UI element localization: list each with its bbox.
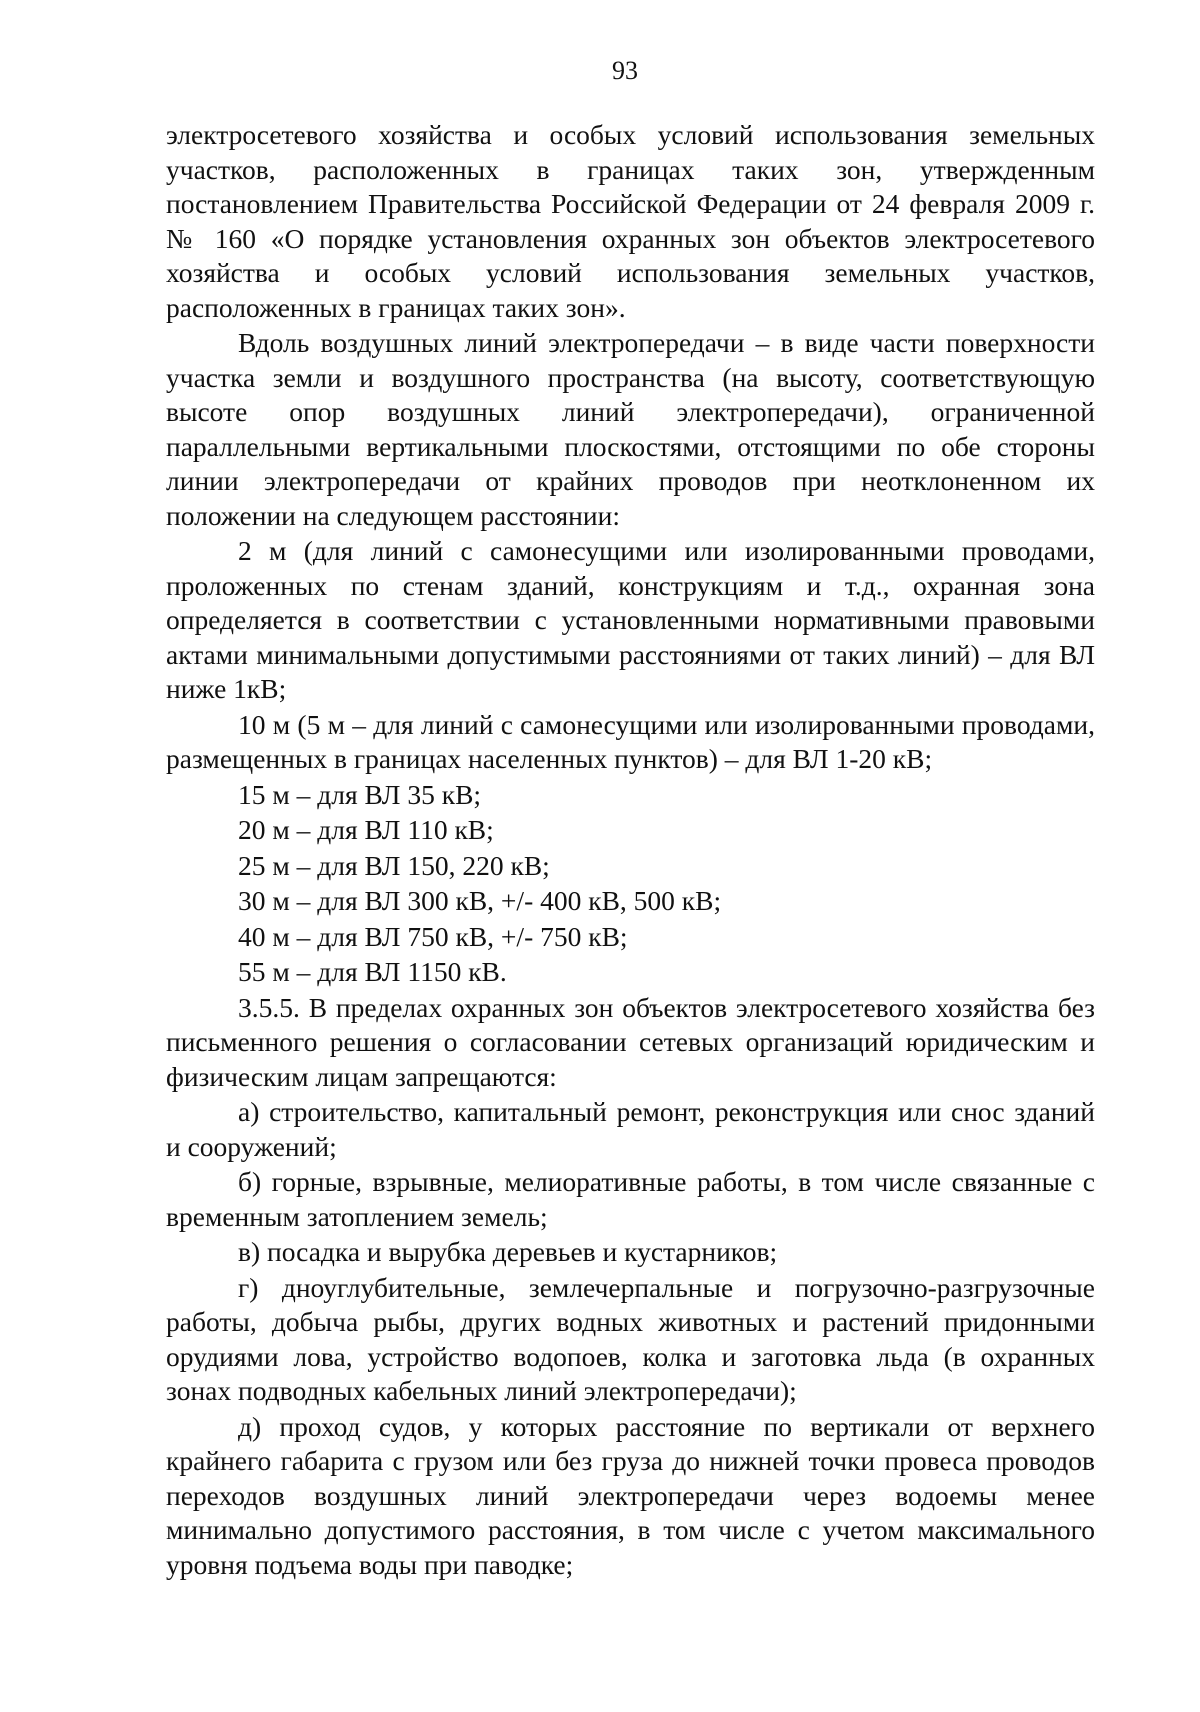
list-item-15m: 15 м – для ВЛ 35 кВ; — [238, 778, 482, 810]
list-item-a: а) строительство, капитальный ремонт, реконструкция или снос зданий и сооружений; — [166, 1096, 1095, 1162]
paragraph-overhead-lines: Вдоль воздушных линий электропередачи – в виде части поверхности участка земли и воздушного пространства (на высоту, соответствующую высоте опор воздушных линий электропередачи), ограниченной параллельными вертикальными плоскостями, отстоящими по обе стороны линии электропередачи от крайних проводов при неотклоненном их положении на следующем расстоянии: — [166, 327, 1095, 531]
paragraph-2m-below-1kv: 2 м (для линий с самонесущими или изолированными проводами, проложенных по стенам зданий, конструкциям и т.д., охранная зона определяется в соответствии с установленными нормативными правовыми актами минимальными допустимыми расстояниями от таких линий) – для ВЛ ниже 1кВ; — [166, 535, 1095, 704]
list-item-v: в) посадка и вырубка деревьев и кустарников; — [238, 1236, 778, 1267]
list-item-d: д) проход судов, у которых расстояние по вертикали от верхнего крайнего габарита с грузом или без груза до нижней точки провеса проводов переходов воздушных линий электропередачи через водоемы менее минимально допустимого расстояния, в том числе с учетом максимального уровня подъема воды при паводке; — [166, 1410, 1095, 1580]
list-item-55m: 55 м – для ВЛ 1150 кВ. — [238, 956, 507, 987]
paragraph-3-5-5: 3.5.5. В пределах охранных зон объектов электросетевого хозяйства без письменного решения о согласовании сетевых организаций юридическим и физическим лицам запрещаются: — [166, 991, 1095, 1092]
page-number: 93 — [612, 56, 638, 85]
paragraph-continuation: электросетевого хозяйства и особых условий использования земельных участков, расположенных в границах таких зон, утвержденным постановлением Правительства Российской Федерации от 24 февраля 2009 г. № 160 «О порядке установления охранных зон объектов электросетевого хозяйства и особых условий использования земельных участков, расположенных в границах таких зон». — [166, 119, 1095, 323]
list-item-30m: 30 м – для ВЛ 300 кВ, +/- 400 кВ, 500 кВ; — [238, 885, 722, 916]
list-item-b: б) горные, взрывные, мелиоративные работы, в том числе связанные с временным затоплением земель; — [166, 1166, 1095, 1232]
list-item-20m: 20 м – для ВЛ 110 кВ; — [238, 814, 494, 845]
list-item-g: г) дноуглубительные, землечерпальные и погрузочно-разгрузочные работы, добыча рыбы, других водных животных и растений придонными орудиями лова, устройство водопоев, колка и заготовка льда (в охранных зонах подводных кабельных линий электропередачи); — [166, 1271, 1095, 1406]
list-item-25m: 25 м – для ВЛ 150, 220 кВ; — [238, 849, 550, 881]
page-body — [166, 118, 1095, 1582]
paragraph-10m-1-20kv: 10 м (5 м – для линий с самонесущими или изолированными проводами, размещенных в границах населенных пунктов) – для ВЛ 1-20 кВ; — [166, 708, 1095, 774]
list-item-40m: 40 м – для ВЛ 750 кВ, +/- 750 кВ; — [238, 920, 628, 952]
